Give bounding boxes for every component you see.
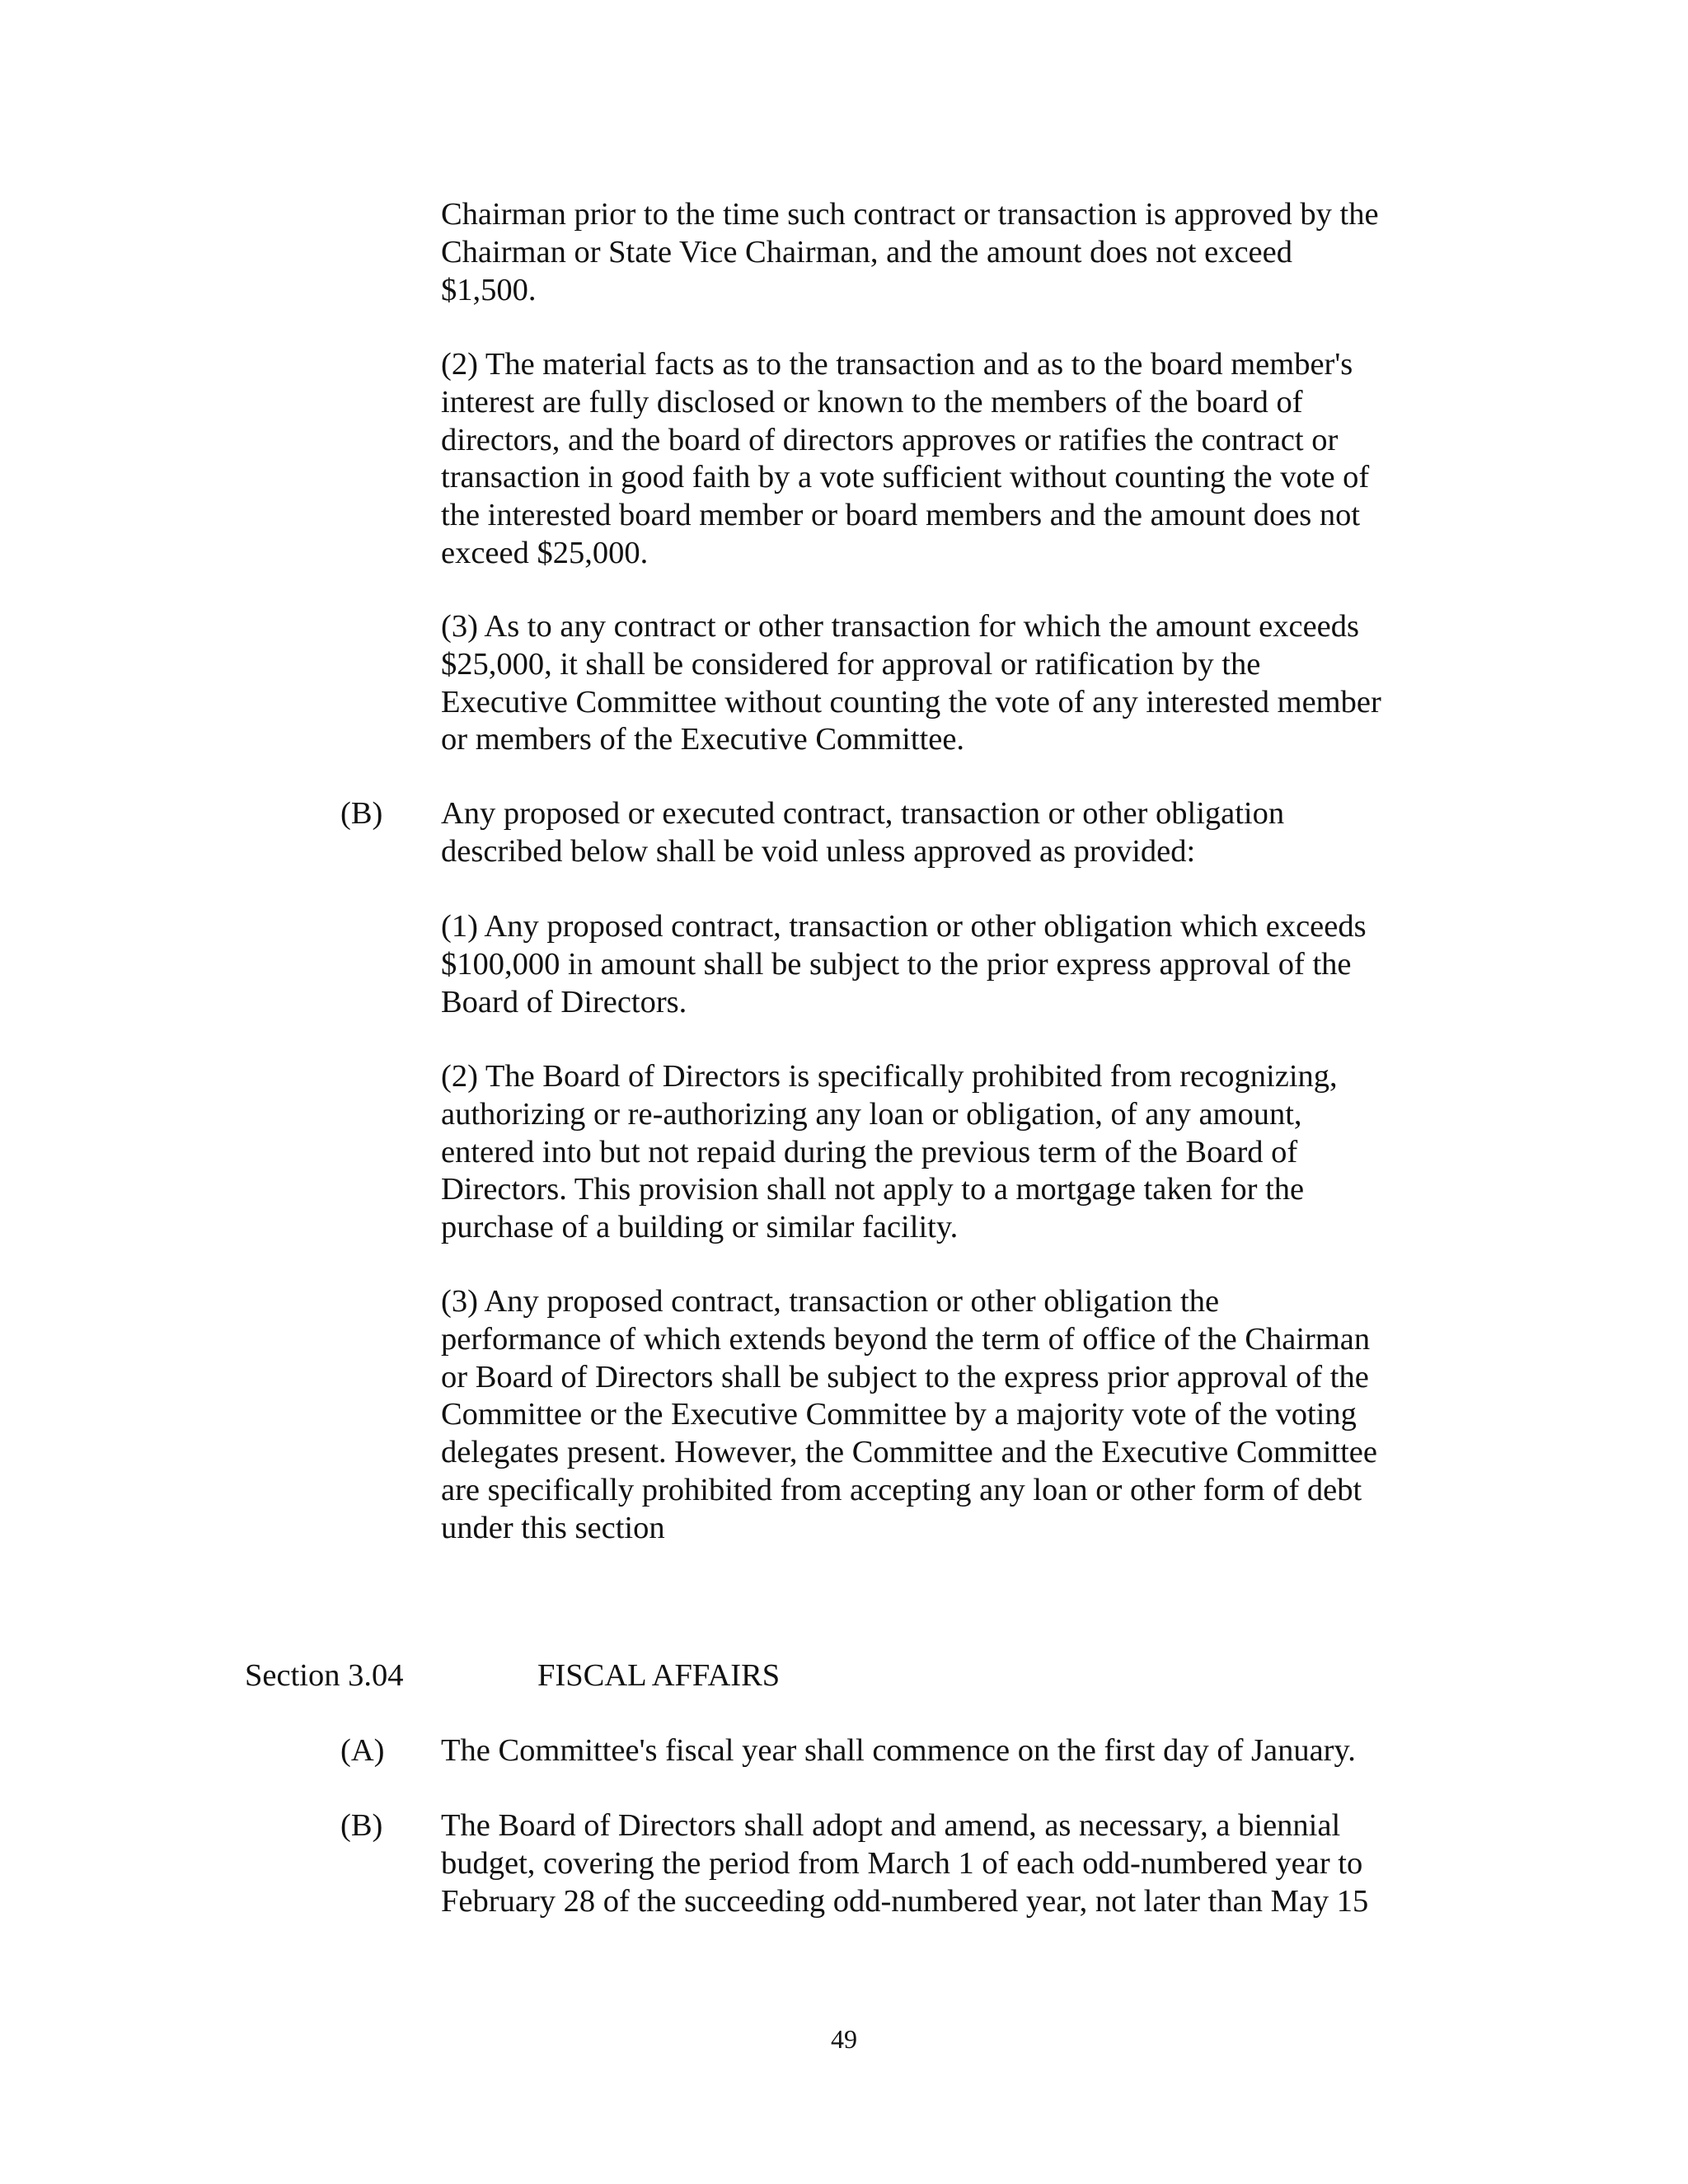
- section-item-label-b: (B): [340, 1808, 383, 1843]
- paragraph-continuation: Chairman prior to the time such contract or transaction is approved by the Chairman or State Vice Chairman, and the amount does not exceed $1,500.: [441, 197, 1379, 307]
- paragraph-b: Any proposed or executed contract, transaction or other obligation described below shall be void unless approved as provided:: [441, 796, 1285, 869]
- page-number: 49: [831, 2024, 857, 2054]
- section-item-label-a: (A): [340, 1733, 385, 1768]
- section-paragraph-b: The Board of Directors shall adopt and amend, as necessary, a biennial budget, covering the period from March 1 of each odd-numbered year to February 28 of the succeeding odd-numbered year, not later than May 15: [441, 1808, 1369, 1919]
- paragraph-a3: (3) As to any contract or other transaction for which the amount exceeds $25,000, it shall be considered for approval or ratification by the Executive Committee without counting the vote of any interested member or members of the Executive Committee.: [441, 609, 1381, 757]
- section-number: Section 3.04: [245, 1658, 404, 1693]
- item-label-b: (B): [340, 796, 383, 831]
- paragraph-b2: (2) The Board of Directors is specifically prohibited from recognizing, authorizing or re-authorizing any loan or obligation, of any amount, entered into but not repaid during the previous term of the Board of Directors. This provision shall not apply to a mortgage taken for the purchase of a building or similar facility.: [441, 1059, 1338, 1245]
- paragraph-b1: (1) Any proposed contract, transaction or other obligation which exceeds $100,000 in amount shall be subject to the prior express approval of the Board of Directors.: [441, 909, 1367, 1019]
- section-title: FISCAL AFFAIRS: [537, 1658, 781, 1693]
- paragraph-a2: (2) The material facts as to the transaction and as to the board member's interest are fully disclosed or known to the members of the board of directors, and the board of directors approves or ratifies the contract or transaction in good faith by a vote sufficient without counting the vote of the interested board member or board members and the amount does not exceed $25,000.: [441, 347, 1370, 570]
- section-paragraph-a: The Committee's fiscal year shall commence on the first day of January.: [441, 1733, 1356, 1768]
- paragraph-b3: (3) Any proposed contract, transaction or other obligation the performance of which extends beyond the term of office of the Chairman or Board of Directors shall be subject to the express prior approval of the Committee or the Executive Committee by a majority vote of the voting delegates present. However, the Committee and the Executive Committee are specifically prohibited from accepting any loan or other form of debt under this section: [441, 1284, 1377, 1545]
